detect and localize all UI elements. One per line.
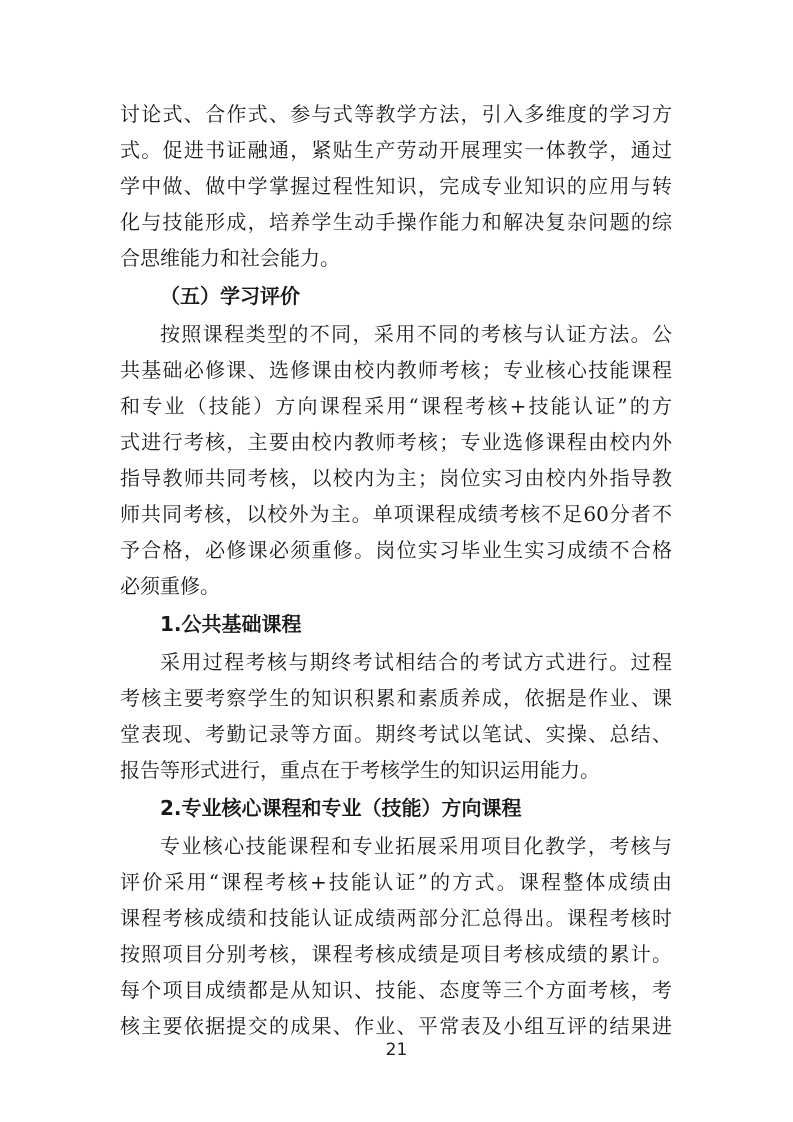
paragraph-public-basic-courses	[120, 644, 672, 788]
text-line: 采用过程考核与期终考试相结合的考试方式进行。过程	[160, 650, 672, 674]
paragraph-core-and-direction-courses	[120, 828, 672, 1044]
text-line: 核主要依据提交的成果、作业、平常表及小组互评的结果进	[120, 1014, 672, 1038]
text-line: 每个项目成绩都是从知识、技能、态度等三个方面考核，考	[120, 978, 672, 1002]
text-line: 堂表现、考勤记录等方面。期终考试以笔试、实操、总结、	[120, 722, 672, 746]
text-line: 专业核心技能课程和专业拓展采用项目化教学，考核与	[160, 834, 672, 858]
text-line: 必须重修。	[120, 574, 220, 598]
text-line: 学中做、做中学掌握过程性知识，完成专业知识的应用与转	[120, 174, 672, 198]
text-line: 化与技能形成，培养学生动手操作能力和解决复杂问题的综	[120, 210, 672, 234]
paragraph-continued	[120, 96, 672, 276]
text-line: 式。促进书证融通，紧贴生产劳动开展理实一体教学，通过	[120, 138, 672, 162]
text-line: 按照项目分别考核，课程考核成绩是项目考核成绩的累计。	[120, 942, 672, 966]
text-line: 和专业（技能）方向课程采用“课程考核+技能认证”的方	[120, 394, 672, 418]
text-line: 考核主要考察学生的知识积累和素质养成，依据是作业、课	[120, 686, 672, 710]
page-number: 21	[385, 1040, 408, 1060]
text-line: 讨论式、合作式、参与式等教学方法，引入多维度的学习方	[120, 102, 672, 126]
text-line: 评价采用“课程考核+技能认证”的方式。课程整体成绩由	[120, 870, 672, 894]
text-line: 合思维能力和社会能力。	[120, 246, 340, 270]
subheading-core-and-direction-courses: 2.专业核心课程和专业（技能）方向课程	[160, 796, 522, 820]
text-line: 报告等形式进行，重点在于考核学生的知识运用能力。	[120, 758, 600, 782]
text-line: 按照课程类型的不同，采用不同的考核与认证方法。公	[160, 322, 672, 346]
text-line: 共基础必修课、选修课由校内教师考核；专业核心技能课程	[120, 358, 672, 382]
text-line: 师共同考核，以校外为主。单项课程成绩考核不足60分者不	[120, 502, 672, 526]
document-page	[120, 96, 672, 1044]
paragraph-learning-evaluation	[120, 316, 672, 604]
section-heading-learning-evaluation: （五）学习评价	[160, 284, 300, 308]
subheading-public-basic-courses: 1.公共基础课程	[160, 612, 302, 636]
text-line: 指导教师共同考核，以校内为主；岗位实习由校内外指导教	[120, 466, 672, 490]
text-line: 课程考核成绩和技能认证成绩两部分汇总得出。课程考核时	[120, 906, 672, 930]
text-line: 式进行考核，主要由校内教师考核；专业选修课程由校内外	[120, 430, 672, 454]
text-line: 予合格，必修课必须重修。岗位实习毕业生实习成绩不合格	[120, 538, 672, 562]
